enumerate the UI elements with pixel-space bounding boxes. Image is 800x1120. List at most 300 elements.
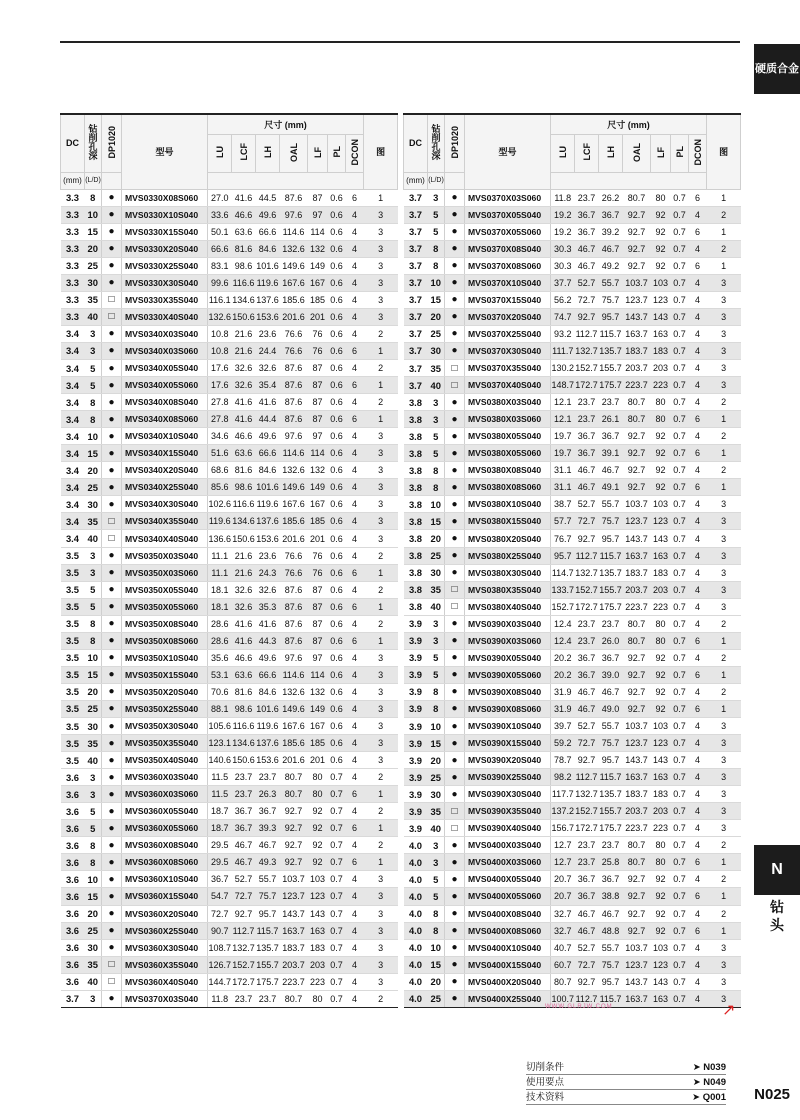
cell-oal: 87.6 bbox=[280, 394, 308, 411]
cell-lh: 26.1 bbox=[599, 411, 623, 428]
cell-grade-mark: ● bbox=[445, 291, 465, 308]
cell-lf: 123 bbox=[651, 735, 671, 752]
cell-dcon: 6 bbox=[689, 189, 707, 206]
cell-model: MVS0390X03S040 bbox=[465, 615, 551, 632]
table-row bbox=[61, 428, 398, 445]
cell-fig: 1 bbox=[707, 632, 741, 649]
cell-pl: 0.6 bbox=[328, 274, 346, 291]
cell-fig: 2 bbox=[364, 547, 398, 564]
cell-pl: 0.7 bbox=[671, 411, 689, 428]
cell-ld: 3 bbox=[85, 547, 102, 564]
cell-model: MVS0400X05S040 bbox=[465, 871, 551, 888]
cell-lh: 115.7 bbox=[599, 325, 623, 342]
cell-fig: 2 bbox=[364, 360, 398, 377]
cell-lu: 59.2 bbox=[551, 735, 575, 752]
cell-pl: 0.7 bbox=[671, 428, 689, 445]
cell-grade-mark: ● bbox=[445, 308, 465, 325]
cell-dc: 4.0 bbox=[404, 905, 428, 922]
cell-model: MVS0380X10S040 bbox=[465, 496, 551, 513]
cell-grade-mark: ● bbox=[445, 666, 465, 683]
cell-dc: 3.4 bbox=[61, 462, 85, 479]
cell-dcon: 4 bbox=[689, 973, 707, 990]
table-row bbox=[61, 718, 398, 735]
cell-lf: 183 bbox=[651, 342, 671, 359]
cell-oal: 167.6 bbox=[280, 718, 308, 735]
cell-lcf: 98.6 bbox=[232, 700, 256, 717]
header-depth: 钻削孔深 bbox=[85, 114, 102, 172]
cell-model: MVS0340X30S040 bbox=[122, 496, 208, 513]
table-row bbox=[61, 888, 398, 905]
table-row bbox=[404, 666, 741, 683]
cell-dc: 3.7 bbox=[404, 291, 428, 308]
cell-grade-mark: ● bbox=[445, 854, 465, 871]
cell-pl: 0.7 bbox=[671, 598, 689, 615]
cell-fig: 3 bbox=[364, 956, 398, 973]
table-row bbox=[61, 649, 398, 666]
cell-ld: 15 bbox=[85, 445, 102, 462]
cell-dcon: 4 bbox=[689, 803, 707, 820]
cell-oal: 123.7 bbox=[623, 956, 651, 973]
footer-row-tech[interactable] bbox=[526, 1090, 726, 1105]
cell-model: MVS0400X20S040 bbox=[465, 973, 551, 990]
cell-oal: 87.6 bbox=[280, 189, 308, 206]
table-row bbox=[404, 462, 741, 479]
cell-ld: 15 bbox=[428, 735, 445, 752]
footer-label: 使用要点 bbox=[526, 1077, 565, 1088]
table-row bbox=[61, 683, 398, 700]
cell-fig: 1 bbox=[364, 189, 398, 206]
cell-fig: 2 bbox=[707, 428, 741, 445]
cell-dcon: 4 bbox=[689, 342, 707, 359]
cell-lu: 29.5 bbox=[208, 854, 232, 871]
cell-lf: 92 bbox=[651, 206, 671, 223]
table-row bbox=[61, 206, 398, 223]
cell-grade-mark: ● bbox=[445, 888, 465, 905]
table-row bbox=[61, 871, 398, 888]
cell-pl: 0.7 bbox=[328, 990, 346, 1007]
cell-lcf: 92.7 bbox=[575, 973, 599, 990]
cell-ld: 25 bbox=[428, 325, 445, 342]
cell-dcon: 6 bbox=[346, 411, 364, 428]
cell-lcf: 46.7 bbox=[575, 905, 599, 922]
cell-fig: 3 bbox=[364, 888, 398, 905]
cell-lh: 95.7 bbox=[256, 905, 280, 922]
cell-model: MVS0330X10S040 bbox=[122, 206, 208, 223]
cell-model: MVS0370X10S040 bbox=[465, 274, 551, 291]
cell-dcon: 4 bbox=[346, 649, 364, 666]
cell-ld: 15 bbox=[85, 223, 102, 240]
cell-lf: 87 bbox=[308, 189, 328, 206]
cell-lh: 66.6 bbox=[256, 445, 280, 462]
cell-fig: 3 bbox=[364, 905, 398, 922]
cell-oal: 103.7 bbox=[280, 871, 308, 888]
side-tab-n[interactable]: N bbox=[754, 845, 800, 895]
cell-dcon: 4 bbox=[346, 547, 364, 564]
cell-dcon: 6 bbox=[689, 666, 707, 683]
cell-lcf: 21.6 bbox=[232, 547, 256, 564]
cell-dcon: 4 bbox=[346, 973, 364, 990]
table-row bbox=[404, 360, 741, 377]
cell-lh: 49.3 bbox=[256, 854, 280, 871]
cell-ld: 5 bbox=[428, 871, 445, 888]
cell-lcf: 52.7 bbox=[232, 871, 256, 888]
cell-lh: 32.6 bbox=[256, 581, 280, 598]
footer-ref-link[interactable]: ➤ N049 bbox=[692, 1077, 726, 1088]
cell-fig: 2 bbox=[707, 240, 741, 257]
cell-lcf: 112.7 bbox=[575, 769, 599, 786]
cell-lh: 95.7 bbox=[599, 973, 623, 990]
cell-lu: 54.7 bbox=[208, 888, 232, 905]
cell-lf: 123 bbox=[651, 513, 671, 530]
cell-lf: 92 bbox=[651, 240, 671, 257]
cell-lh: 23.7 bbox=[599, 394, 623, 411]
cell-oal: 87.6 bbox=[280, 598, 308, 615]
cell-lu: 12.1 bbox=[551, 411, 575, 428]
cell-ld: 5 bbox=[428, 445, 445, 462]
cell-lu: 31.1 bbox=[551, 462, 575, 479]
cell-pl: 0.7 bbox=[671, 274, 689, 291]
cell-oal: 143.7 bbox=[280, 905, 308, 922]
cell-oal: 123.7 bbox=[280, 888, 308, 905]
table-row bbox=[404, 735, 741, 752]
cell-lh: 23.7 bbox=[256, 990, 280, 1007]
cell-lcf: 72.7 bbox=[575, 735, 599, 752]
header-unit-blank bbox=[445, 172, 465, 189]
cell-pl: 0.7 bbox=[671, 547, 689, 564]
cell-oal: 132.6 bbox=[280, 240, 308, 257]
cell-dc: 3.9 bbox=[404, 700, 428, 717]
cell-fig: 1 bbox=[707, 888, 741, 905]
cell-lcf: 36.7 bbox=[575, 871, 599, 888]
cell-lcf: 63.6 bbox=[232, 223, 256, 240]
cell-ld: 3 bbox=[85, 990, 102, 1007]
cell-lf: 103 bbox=[651, 496, 671, 513]
table-row bbox=[404, 411, 741, 428]
cell-dcon: 4 bbox=[689, 837, 707, 854]
cell-dc: 3.4 bbox=[61, 513, 85, 530]
cell-lcf: 72.7 bbox=[575, 956, 599, 973]
cell-model: MVS0340X05S040 bbox=[122, 360, 208, 377]
cell-lcf: 98.6 bbox=[232, 479, 256, 496]
footer-row-cutting[interactable] bbox=[526, 1060, 726, 1075]
cell-model: MVS0340X03S060 bbox=[122, 342, 208, 359]
cell-model: MVS0350X08S040 bbox=[122, 615, 208, 632]
cell-oal: 149.6 bbox=[280, 479, 308, 496]
cell-model: MVS0390X35S040 bbox=[465, 803, 551, 820]
cell-dc: 3.4 bbox=[61, 496, 85, 513]
cell-lh: 49.6 bbox=[256, 206, 280, 223]
table-row bbox=[404, 803, 741, 820]
cell-dcon: 4 bbox=[689, 377, 707, 394]
cell-lh: 66.6 bbox=[256, 223, 280, 240]
cell-lcf: 150.6 bbox=[232, 308, 256, 325]
cell-dcon: 4 bbox=[346, 700, 364, 717]
cell-fig: 3 bbox=[707, 530, 741, 547]
cell-lu: 50.1 bbox=[208, 223, 232, 240]
spec-table-right bbox=[403, 113, 741, 1008]
cell-lu: 39.7 bbox=[551, 718, 575, 735]
cell-lcf: 46.6 bbox=[232, 649, 256, 666]
cell-lf: 185 bbox=[308, 291, 328, 308]
cell-lf: 76 bbox=[308, 325, 328, 342]
cell-ld: 40 bbox=[85, 308, 102, 325]
cell-dcon: 6 bbox=[689, 922, 707, 939]
cell-lcf: 132.7 bbox=[575, 786, 599, 803]
cell-ld: 8 bbox=[85, 854, 102, 871]
cell-lu: 70.6 bbox=[208, 683, 232, 700]
cell-ld: 8 bbox=[428, 922, 445, 939]
cell-pl: 0.6 bbox=[328, 411, 346, 428]
cell-lcf: 112.7 bbox=[575, 325, 599, 342]
cell-dcon: 4 bbox=[346, 308, 364, 325]
cell-dcon: 4 bbox=[346, 956, 364, 973]
cell-dc: 3.9 bbox=[404, 735, 428, 752]
cell-lu: 11.5 bbox=[208, 786, 232, 803]
cell-oal: 203.7 bbox=[623, 803, 651, 820]
footer-row-usage[interactable] bbox=[526, 1075, 726, 1090]
cell-dcon: 6 bbox=[346, 189, 364, 206]
cell-dcon: 6 bbox=[346, 820, 364, 837]
cell-lcf: 46.7 bbox=[575, 240, 599, 257]
cell-dc: 3.7 bbox=[404, 274, 428, 291]
cell-oal: 92.7 bbox=[623, 462, 651, 479]
cell-ld: 15 bbox=[428, 291, 445, 308]
cell-grade-mark: ● bbox=[445, 700, 465, 717]
cell-model: MVS0330X15S040 bbox=[122, 223, 208, 240]
cell-lf: 92 bbox=[651, 445, 671, 462]
cell-fig: 1 bbox=[707, 257, 741, 274]
cell-model: MVS0350X40S040 bbox=[122, 752, 208, 769]
cell-oal: 103.7 bbox=[623, 496, 651, 513]
cell-lu: 17.6 bbox=[208, 377, 232, 394]
cell-lf: 149 bbox=[308, 700, 328, 717]
cell-lf: 87 bbox=[308, 360, 328, 377]
cell-lu: 27.0 bbox=[208, 189, 232, 206]
cell-pl: 0.7 bbox=[328, 803, 346, 820]
cell-grade-mark: ● bbox=[445, 530, 465, 547]
cell-ld: 5 bbox=[428, 888, 445, 905]
cell-model: MVS0350X03S060 bbox=[122, 564, 208, 581]
cell-dc: 3.8 bbox=[404, 428, 428, 445]
cell-pl: 0.7 bbox=[671, 939, 689, 956]
header-grade: DP1020 bbox=[102, 114, 122, 172]
cell-lf: 103 bbox=[651, 718, 671, 735]
table-row bbox=[404, 769, 741, 786]
cell-lu: 19.2 bbox=[551, 206, 575, 223]
cell-lh: 137.6 bbox=[256, 291, 280, 308]
cell-lu: 98.2 bbox=[551, 769, 575, 786]
cell-fig: 3 bbox=[364, 513, 398, 530]
cell-ld: 8 bbox=[85, 615, 102, 632]
cell-lcf: 172.7 bbox=[232, 973, 256, 990]
cell-oal: 123.7 bbox=[623, 735, 651, 752]
cell-pl: 0.7 bbox=[328, 854, 346, 871]
cell-ld: 25 bbox=[428, 769, 445, 786]
cell-model: MVS0380X20S040 bbox=[465, 530, 551, 547]
cell-fig: 1 bbox=[707, 411, 741, 428]
cell-lcf: 46.7 bbox=[232, 854, 256, 871]
cell-ld: 10 bbox=[85, 649, 102, 666]
table-row bbox=[404, 888, 741, 905]
cell-lh: 135.7 bbox=[599, 342, 623, 359]
cell-lf: 132 bbox=[308, 240, 328, 257]
cell-fig: 1 bbox=[364, 411, 398, 428]
cell-lf: 80 bbox=[651, 615, 671, 632]
cell-lu: 133.7 bbox=[551, 581, 575, 598]
cell-grade-mark: ● bbox=[102, 888, 122, 905]
cell-dcon: 6 bbox=[346, 342, 364, 359]
side-tab-carbide[interactable]: 硬质合金 bbox=[754, 44, 800, 94]
cell-dcon: 6 bbox=[346, 564, 364, 581]
cell-model: MVS0360X10S040 bbox=[122, 871, 208, 888]
cell-lcf: 23.7 bbox=[575, 411, 599, 428]
cell-ld: 10 bbox=[428, 718, 445, 735]
cell-lf: 185 bbox=[308, 735, 328, 752]
cell-lh: 46.7 bbox=[599, 240, 623, 257]
cell-pl: 0.7 bbox=[671, 854, 689, 871]
table-row bbox=[61, 820, 398, 837]
cell-ld: 8 bbox=[428, 479, 445, 496]
cell-lf: 87 bbox=[308, 615, 328, 632]
cell-lf: 201 bbox=[308, 530, 328, 547]
cell-grade-mark: ● bbox=[445, 428, 465, 445]
cell-lcf: 36.7 bbox=[575, 428, 599, 445]
cell-pl: 0.7 bbox=[671, 905, 689, 922]
cell-pl: 0.6 bbox=[328, 360, 346, 377]
cell-lcf: 32.6 bbox=[232, 598, 256, 615]
cell-oal: 80.7 bbox=[623, 854, 651, 871]
cell-lf: 92 bbox=[651, 922, 671, 939]
cell-oal: 223.7 bbox=[280, 973, 308, 990]
table-row bbox=[404, 274, 741, 291]
cell-lf: 76 bbox=[308, 564, 328, 581]
cell-ld: 5 bbox=[85, 803, 102, 820]
cell-dcon: 4 bbox=[689, 564, 707, 581]
cell-oal: 203.7 bbox=[623, 360, 651, 377]
cell-pl: 0.6 bbox=[328, 223, 346, 240]
table-row bbox=[61, 291, 398, 308]
header-model: 型号 bbox=[465, 114, 551, 189]
cell-lcf: 41.6 bbox=[232, 394, 256, 411]
cell-dc: 3.3 bbox=[61, 257, 85, 274]
cell-dc: 3.3 bbox=[61, 308, 85, 325]
cell-oal: 183.7 bbox=[623, 564, 651, 581]
cell-lf: 80 bbox=[308, 769, 328, 786]
cell-lcf: 36.7 bbox=[575, 445, 599, 462]
cell-fig: 3 bbox=[364, 428, 398, 445]
cell-lh: 55.7 bbox=[599, 274, 623, 291]
footer-ref-link[interactable]: ➤ N039 bbox=[692, 1062, 726, 1073]
cell-model: MVS0340X25S040 bbox=[122, 479, 208, 496]
cell-pl: 0.7 bbox=[671, 871, 689, 888]
cell-ld: 3 bbox=[85, 325, 102, 342]
cell-pl: 0.7 bbox=[671, 394, 689, 411]
cell-model: MVS0340X08S040 bbox=[122, 394, 208, 411]
cell-ld: 40 bbox=[85, 752, 102, 769]
cell-lh: 175.7 bbox=[599, 598, 623, 615]
cell-lh: 155.7 bbox=[599, 360, 623, 377]
cell-dcon: 6 bbox=[346, 632, 364, 649]
cell-lu: 19.2 bbox=[551, 223, 575, 240]
footer-ref-link[interactable]: ➤ Q001 bbox=[692, 1092, 726, 1103]
cell-lh: 41.6 bbox=[256, 394, 280, 411]
cell-fig: 3 bbox=[364, 530, 398, 547]
cell-model: MVS0400X03S040 bbox=[465, 837, 551, 854]
cell-dc: 3.7 bbox=[404, 377, 428, 394]
cell-lu: 123.1 bbox=[208, 735, 232, 752]
table-row bbox=[404, 513, 741, 530]
cell-dc: 3.6 bbox=[61, 871, 85, 888]
table-row bbox=[404, 342, 741, 359]
cell-pl: 0.7 bbox=[671, 479, 689, 496]
cell-dc: 3.8 bbox=[404, 411, 428, 428]
cell-dcon: 6 bbox=[689, 257, 707, 274]
cell-lh: 26.2 bbox=[599, 189, 623, 206]
cell-lu: 32.7 bbox=[551, 905, 575, 922]
cell-model: MVS0340X10S040 bbox=[122, 428, 208, 445]
cell-oal: 80.7 bbox=[280, 786, 308, 803]
cell-dcon: 6 bbox=[689, 411, 707, 428]
cell-lu: 117.7 bbox=[551, 786, 575, 803]
cell-grade-mark: ● bbox=[445, 786, 465, 803]
cell-lf: 149 bbox=[308, 479, 328, 496]
cell-lu: 18.1 bbox=[208, 598, 232, 615]
cell-dcon: 4 bbox=[689, 820, 707, 837]
cell-pl: 0.7 bbox=[671, 291, 689, 308]
cell-lcf: 52.7 bbox=[575, 496, 599, 513]
cell-ld: 20 bbox=[428, 973, 445, 990]
cell-lu: 119.6 bbox=[208, 513, 232, 530]
cell-pl: 0.6 bbox=[328, 206, 346, 223]
table-row bbox=[404, 854, 741, 871]
cell-dcon: 4 bbox=[689, 615, 707, 632]
header-dim-group: 尺寸 (mm) bbox=[551, 114, 707, 134]
cell-lf: 123 bbox=[651, 956, 671, 973]
cell-model: MVS0400X08S040 bbox=[465, 905, 551, 922]
continue-arrow-icon: ↗ bbox=[722, 1002, 736, 1019]
cell-lh: 101.6 bbox=[256, 700, 280, 717]
cell-oal: 76.6 bbox=[280, 325, 308, 342]
footer-label: 技术资料 bbox=[526, 1092, 565, 1103]
cell-lu: 88.1 bbox=[208, 700, 232, 717]
cell-lf: 143 bbox=[651, 752, 671, 769]
header-fig: 图 bbox=[707, 114, 741, 189]
cell-pl: 0.7 bbox=[671, 223, 689, 240]
cell-dc: 3.9 bbox=[404, 666, 428, 683]
cell-lcf: 52.7 bbox=[575, 274, 599, 291]
cell-dcon: 4 bbox=[689, 240, 707, 257]
cell-fig: 3 bbox=[364, 939, 398, 956]
cell-dc: 3.8 bbox=[404, 530, 428, 547]
cell-lh: 36.7 bbox=[599, 428, 623, 445]
cell-grade-mark: ● bbox=[102, 325, 122, 342]
cell-pl: 0.6 bbox=[328, 700, 346, 717]
cell-model: MVS0390X30S040 bbox=[465, 786, 551, 803]
cell-dc: 3.7 bbox=[404, 308, 428, 325]
cell-lf: 223 bbox=[651, 820, 671, 837]
cell-dc: 3.5 bbox=[61, 666, 85, 683]
cell-dc: 3.8 bbox=[404, 479, 428, 496]
cell-lcf: 36.7 bbox=[232, 803, 256, 820]
cell-pl: 0.7 bbox=[671, 377, 689, 394]
cell-dc: 3.4 bbox=[61, 411, 85, 428]
cell-oal: 92.7 bbox=[280, 803, 308, 820]
table-row bbox=[61, 308, 398, 325]
cell-pl: 0.7 bbox=[671, 990, 689, 1007]
header-oal: OAL bbox=[280, 134, 308, 172]
cell-model: MVS0330X35S040 bbox=[122, 291, 208, 308]
cell-dcon: 6 bbox=[689, 223, 707, 240]
